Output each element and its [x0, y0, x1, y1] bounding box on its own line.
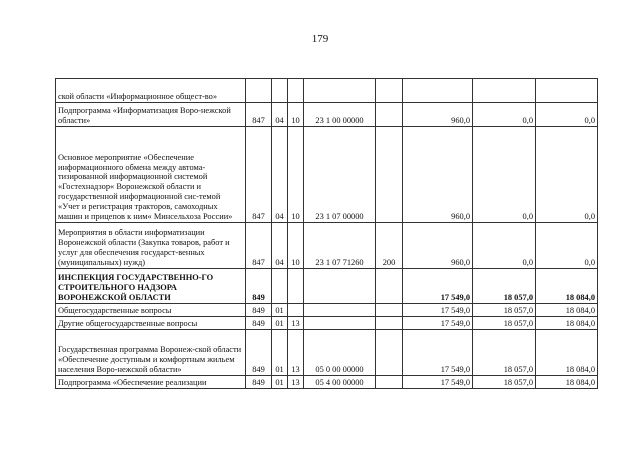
- cell-name: Государственная программа Воронеж-ской области «Обеспечение доступным и комфортным жильем населения Воро-нежской области»: [56, 330, 246, 376]
- cell-amount-year-1: 17 549,0: [403, 330, 473, 376]
- cell-section-code: [272, 269, 288, 304]
- cell-target-item-code: 05 4 00 00000: [304, 376, 376, 389]
- cell-section-code: [272, 79, 288, 103]
- cell-subsection-code: [288, 269, 304, 304]
- table-row: [56, 127, 598, 223]
- cell-name: Другие общегосударственные вопросы: [56, 317, 246, 330]
- cell-section-code: 04: [272, 223, 288, 269]
- cell-ministry-code: 847: [246, 223, 272, 269]
- cell-ministry-code: 847: [246, 103, 272, 127]
- cell-amount-year-3: 18 084,0: [536, 376, 598, 389]
- cell-amount-year-1: [403, 79, 473, 103]
- cell-amount-year-2: 18 057,0: [473, 376, 536, 389]
- cell-target-item-code: [304, 317, 376, 330]
- cell-section-code: 04: [272, 127, 288, 223]
- cell-amount-year-2: 0,0: [473, 103, 536, 127]
- cell-amount-year-1: 17 549,0: [403, 269, 473, 304]
- cell-section-code: 01: [272, 376, 288, 389]
- cell-ministry-code: [246, 79, 272, 103]
- cell-expense-type-code: [376, 376, 403, 389]
- cell-target-item-code: 23 1 07 00000: [304, 127, 376, 223]
- cell-name: Подпрограмма «Обеспечение реализации: [56, 376, 246, 389]
- table-row: [56, 269, 598, 304]
- cell-subsection-code: 10: [288, 223, 304, 269]
- cell-amount-year-3: 18 084,0: [536, 304, 598, 317]
- cell-target-item-code: [304, 269, 376, 304]
- cell-amount-year-3: 18 084,0: [536, 317, 598, 330]
- cell-target-item-code: [304, 304, 376, 317]
- cell-subsection-code: 13: [288, 330, 304, 376]
- cell-name: Основное мероприятие «Обеспечение информационного обмена между автома-тизированной информационной системой «Гостехнадзор« Воронежской области и государственной информационной сис-темой «Учет и регистрация тракторов, самоходных машин и прицепов к ним« Минсельхоза России»: [56, 127, 246, 223]
- cell-expense-type-code: [376, 103, 403, 127]
- page-number: 179: [311, 33, 329, 45]
- cell-section-code: 04: [272, 103, 288, 127]
- cell-amount-year-2: 18 057,0: [473, 317, 536, 330]
- cell-subsection-code: 13: [288, 317, 304, 330]
- cell-amount-year-3: 18 084,0: [536, 330, 598, 376]
- cell-target-item-code: 05 0 00 00000: [304, 330, 376, 376]
- cell-name: Общегосударственные вопросы: [56, 304, 246, 317]
- table-row: [56, 304, 598, 317]
- table-row: [56, 223, 598, 269]
- cell-name: ИНСПЕКЦИЯ ГОСУДАРСТВЕННО-ГО СТРОИТЕЛЬНОГО НАДЗОРА ВОРОНЕЖСКОЙ ОБЛАСТИ: [56, 269, 246, 304]
- cell-amount-year-2: 18 057,0: [473, 269, 536, 304]
- cell-expense-type-code: [376, 330, 403, 376]
- cell-expense-type-code: 200: [376, 223, 403, 269]
- cell-target-item-code: 23 1 07 71260: [304, 223, 376, 269]
- cell-subsection-code: 10: [288, 127, 304, 223]
- cell-expense-type-code: [376, 127, 403, 223]
- cell-expense-type-code: [376, 317, 403, 330]
- table-row: [56, 317, 598, 330]
- cell-amount-year-1: 17 549,0: [403, 304, 473, 317]
- cell-subsection-code: 13: [288, 376, 304, 389]
- cell-amount-year-2: 0,0: [473, 127, 536, 223]
- cell-section-code: 01: [272, 330, 288, 376]
- cell-amount-year-1: 960,0: [403, 103, 473, 127]
- table-row: [56, 79, 598, 103]
- cell-amount-year-3: 0,0: [536, 127, 598, 223]
- cell-amount-year-3: 0,0: [536, 223, 598, 269]
- cell-amount-year-1: 17 549,0: [403, 376, 473, 389]
- cell-target-item-code: [304, 79, 376, 103]
- cell-section-code: 01: [272, 317, 288, 330]
- cell-amount-year-2: [473, 79, 536, 103]
- cell-amount-year-1: 960,0: [403, 127, 473, 223]
- table-row: [56, 376, 598, 389]
- table-row: [56, 103, 598, 127]
- cell-ministry-code: 849: [246, 304, 272, 317]
- cell-amount-year-3: [536, 79, 598, 103]
- cell-name: Подпрограмма «Информатизация Воро-нежской области»: [56, 103, 246, 127]
- table-row: [56, 330, 598, 376]
- cell-expense-type-code: [376, 269, 403, 304]
- cell-subsection-code: [288, 304, 304, 317]
- cell-target-item-code: 23 1 00 00000: [304, 103, 376, 127]
- cell-name: ской области «Информационное общест-во»: [56, 79, 246, 103]
- cell-amount-year-2: 18 057,0: [473, 304, 536, 317]
- cell-amount-year-3: 0,0: [536, 103, 598, 127]
- cell-ministry-code: 847: [246, 127, 272, 223]
- cell-amount-year-1: 17 549,0: [403, 317, 473, 330]
- cell-subsection-code: 10: [288, 103, 304, 127]
- cell-ministry-code: 849: [246, 376, 272, 389]
- cell-amount-year-2: 0,0: [473, 223, 536, 269]
- cell-subsection-code: [288, 79, 304, 103]
- cell-expense-type-code: [376, 79, 403, 103]
- cell-ministry-code: 849: [246, 269, 272, 304]
- cell-ministry-code: 849: [246, 330, 272, 376]
- cell-amount-year-3: 18 084,0: [536, 269, 598, 304]
- cell-section-code: 01: [272, 304, 288, 317]
- cell-amount-year-1: 960,0: [403, 223, 473, 269]
- cell-amount-year-2: 18 057,0: [473, 330, 536, 376]
- cell-ministry-code: 849: [246, 317, 272, 330]
- budget-table: [55, 78, 598, 389]
- cell-name: Мероприятия в области информатизации Воронежской области (Закупка товаров, работ и услуг для обеспечения государст-венных (муниципальных) нужд): [56, 223, 246, 269]
- cell-expense-type-code: [376, 304, 403, 317]
